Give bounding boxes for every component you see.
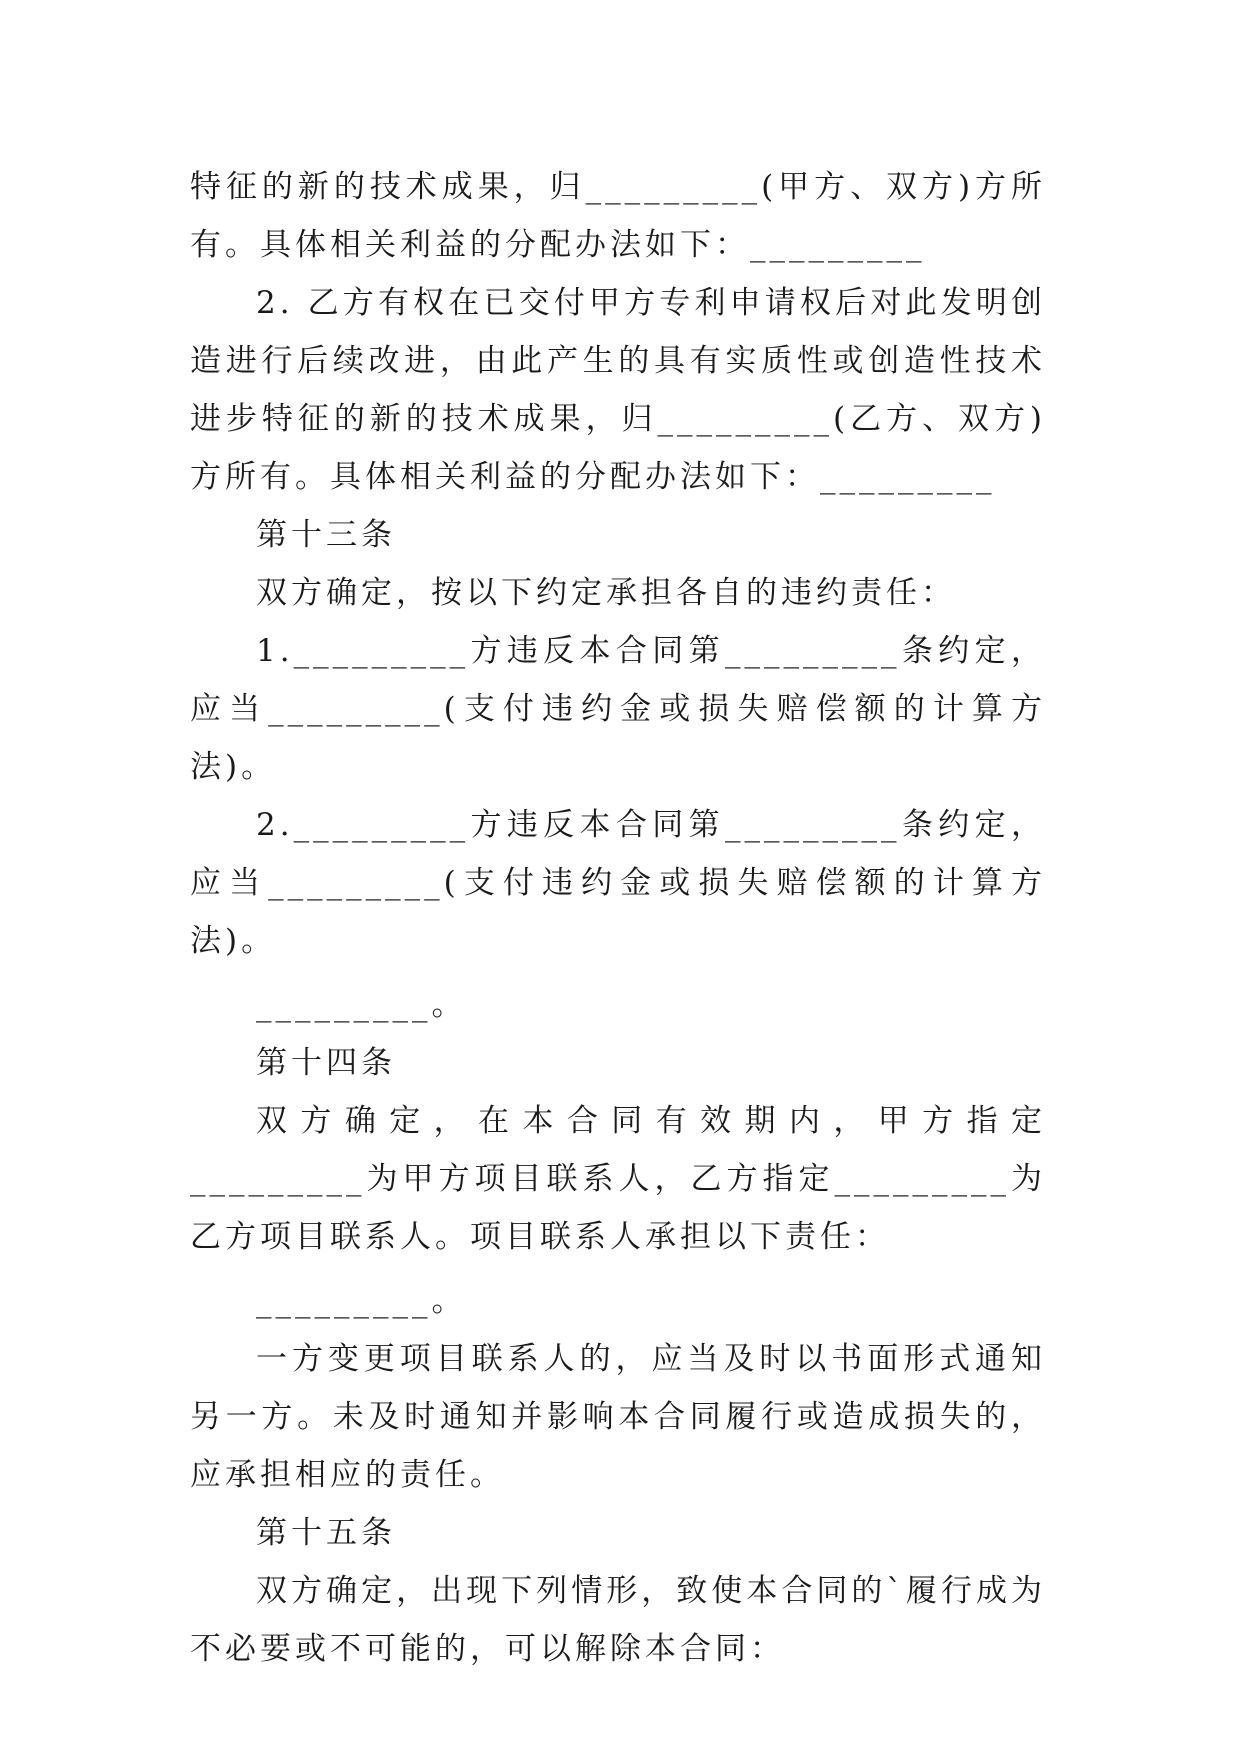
document-page (190, 158, 1046, 1678)
article-13-heading: 第十三条 (256, 517, 396, 553)
paragraph-clause-2-improvement: 2. 乙方有权在已交付甲方专利申请权后对此发明创造进行后续改进，由此产生的具有实质性或创造性技术进步特征的新的技术成果，归_________(乙方、双方)方所有。具体相关利益的分配办法如下：_________ (190, 285, 1046, 495)
paragraph-termination: 双方确定，出现下列情形，致使本合同的`履行成为不必要或不可能的，可以解除本合同： (190, 1573, 1046, 1667)
article-14-heading: 第十四条 (256, 1045, 396, 1081)
paragraph-liability-item-1: 1._________方违反本合同第_________条约定，应当_________(支付违约金或损失赔偿额的计算方法)。 (190, 633, 1046, 785)
paragraph-ownership-jiafang: 特征的新的技术成果，归_________(甲方、双方)方所有。具体相关利益的分配办法如下：_________ (190, 169, 1046, 263)
paragraph-contact-duty-blank: _________。 (256, 1283, 467, 1319)
paragraph-liability-intro: 双方确定，按以下约定承担各自的违约责任： (256, 575, 956, 611)
paragraph-contact-change: 一方变更项目联系人的，应当及时以书面形式通知另一方。未及时通知并影响本合同履行或造成损失的，应承担相应的责任。 (190, 1341, 1046, 1493)
paragraph-contact-person: 双方确定，在本合同有效期内，甲方指定_________为甲方项目联系人，乙方指定_________为乙方项目联系人。项目联系人承担以下责任： (190, 1103, 1046, 1255)
paragraph-liability-blank: _________。 (256, 987, 467, 1023)
paragraph-liability-item-2: 2._________方违反本合同第_________条约定，应当_________(支付违约金或损失赔偿额的计算方法)。 (190, 807, 1046, 959)
article-15-heading: 第十五条 (256, 1515, 396, 1551)
